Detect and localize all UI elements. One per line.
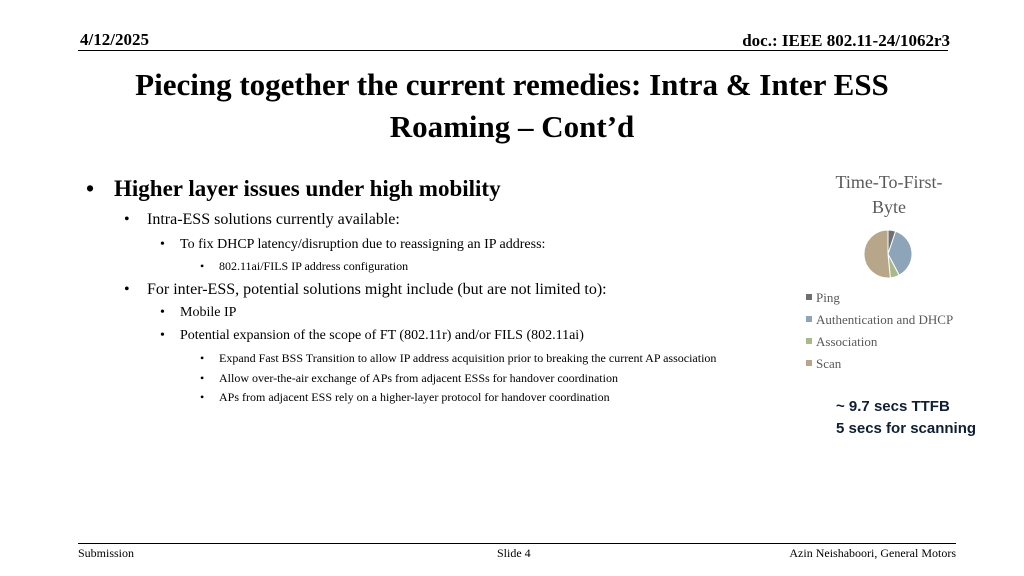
bullet-text: APs from adjacent ESS rely on a higher-layer protocol for handover coordination	[219, 390, 610, 404]
ttfb-note-line-2: 5 secs for scanning	[836, 420, 977, 437]
bullet-text: Intra-ESS solutions currently available:	[147, 211, 400, 228]
bullet-text: Mobile IP	[180, 305, 237, 320]
footer-divider	[78, 543, 956, 544]
chart-title-line-2: Byte	[872, 197, 906, 217]
bullet-item	[200, 371, 618, 386]
bullet-dot: •	[160, 305, 165, 320]
pie-chart	[858, 224, 918, 284]
legend-label: Scan	[816, 356, 842, 371]
bullet-text: Allow over-the-air exchange of APs from adjacent ESSs for handover coordination	[219, 371, 618, 385]
bullet-text: 802.11ai/FILS IP address configuration	[219, 259, 409, 273]
bullet-item	[200, 351, 717, 366]
bullet-dot: •	[200, 351, 205, 365]
footer-slide-number: Slide 4	[497, 546, 531, 560]
bullet-item	[124, 281, 607, 299]
bullet-dot: •	[86, 176, 95, 201]
bullet-item	[160, 328, 584, 344]
bullet-item	[124, 211, 400, 229]
legend-item-authentication-dhcp	[806, 312, 953, 328]
header-doc-id: doc.: IEEE 802.11-24/1062r3	[742, 31, 950, 50]
slide-title	[60, 64, 964, 148]
bullet-dot: •	[200, 371, 205, 385]
chart-title-line-1: Time-To-First-	[835, 172, 943, 192]
bullet-item	[160, 305, 237, 321]
bullet-item	[86, 176, 501, 202]
bullet-item	[160, 237, 546, 253]
slide-title-line-2: Roaming – Cont’d	[389, 109, 635, 144]
ttfb-note	[836, 396, 976, 440]
bullet-text: To fix DHCP latency/disruption due to reassigning an IP address:	[180, 237, 546, 252]
bullet-text: Potential expansion of the scope of FT (802.11r) and/or FILS (802.11ai)	[180, 328, 584, 343]
slide-title-line-1: Piecing together the current remedies: Intra & Inter ESS	[135, 67, 889, 102]
footer-submission: Submission	[78, 546, 135, 560]
legend-swatch	[806, 294, 812, 300]
header-divider	[78, 50, 948, 51]
bullet-text: For inter-ESS, potential solutions might include (but are not limited to):	[147, 281, 607, 298]
legend-item-scan	[806, 356, 841, 372]
ttfb-note-line-1: ~ 9.7 secs TTFB	[836, 398, 950, 415]
bullet-dot: •	[200, 390, 205, 404]
bullet-dot: •	[124, 281, 130, 298]
legend-label: Association	[816, 334, 878, 349]
bullet-text: Expand Fast BSS Transition to allow IP address acquisition prior to breaking the current AP association	[219, 351, 717, 365]
bullet-dot: •	[200, 259, 205, 273]
legend-swatch	[806, 316, 812, 322]
legend-item-ping	[806, 290, 840, 306]
pie-slice-scan	[864, 230, 890, 278]
footer-author: Azin Neishaboori, General Motors	[789, 546, 956, 560]
bullet-item	[200, 390, 610, 405]
legend-label: Ping	[816, 290, 840, 305]
legend-swatch	[806, 360, 812, 366]
legend-label: Authentication and DHCP	[816, 312, 954, 327]
bullet-dot: •	[160, 237, 165, 252]
header-date: 4/12/2025	[80, 30, 149, 49]
legend-item-association	[806, 334, 877, 350]
bullet-text: Higher layer issues under high mobility	[114, 176, 501, 201]
bullet-dot: •	[124, 211, 130, 228]
chart-title	[800, 170, 978, 220]
legend-swatch	[806, 338, 812, 344]
bullet-dot: •	[160, 328, 165, 343]
bullet-item	[200, 259, 409, 274]
